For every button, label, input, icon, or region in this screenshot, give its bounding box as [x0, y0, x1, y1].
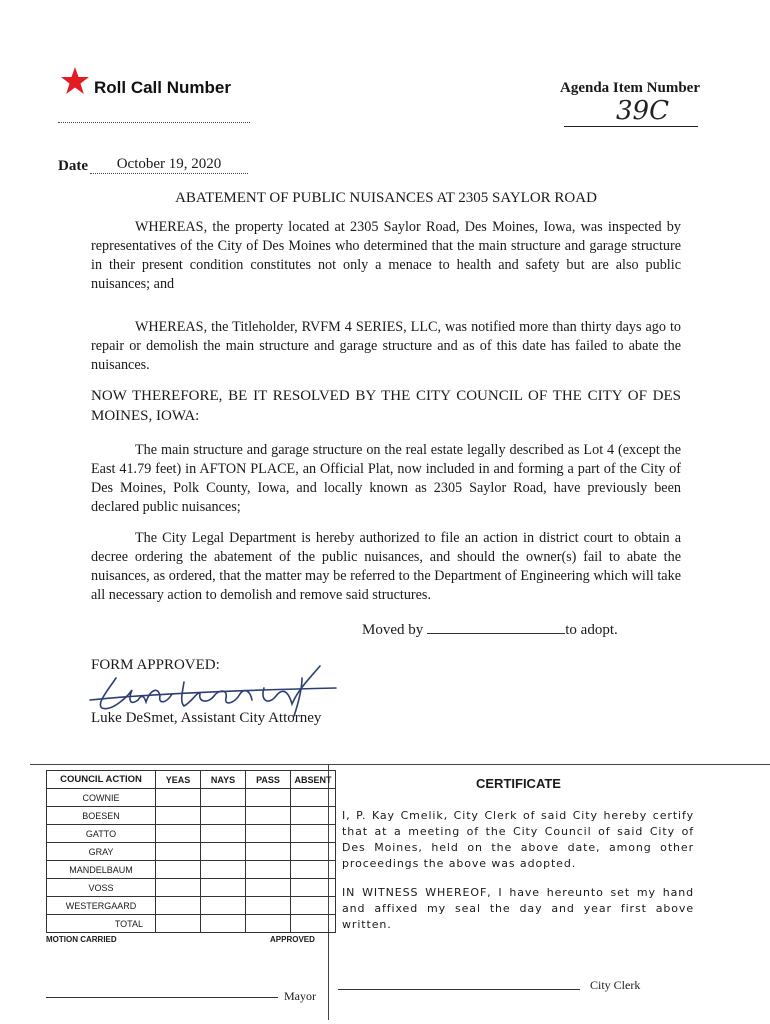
vote-cell — [246, 879, 291, 897]
member-name: VOSS — [47, 879, 156, 897]
vote-cell — [291, 843, 336, 861]
member-name: GRAY — [47, 843, 156, 861]
vote-cell — [156, 861, 201, 879]
table-row — [47, 861, 336, 879]
col-pass: PASS — [246, 771, 291, 789]
vote-cell — [156, 879, 201, 897]
document-title: ABATEMENT OF PUBLIC NUISANCES AT 2305 SAYLOR ROAD — [175, 190, 597, 206]
moved-by-line — [362, 620, 618, 639]
member-name: MANDELBAUM — [47, 861, 156, 879]
paragraph-legal-department — [91, 529, 681, 605]
clerk-signature-line — [338, 989, 580, 990]
col-nays: NAYS — [201, 771, 246, 789]
roll-call-line — [58, 122, 250, 123]
vote-cell — [156, 789, 201, 807]
attorney-name: Luke DeSmet, Assistant City Attorney — [91, 710, 322, 726]
moved-by-blank — [427, 620, 565, 634]
table-row — [47, 879, 336, 897]
vote-cell — [201, 879, 246, 897]
vote-cell — [201, 897, 246, 915]
star-icon — [60, 66, 90, 96]
vote-cell — [291, 789, 336, 807]
table-row — [47, 789, 336, 807]
vote-cell — [201, 807, 246, 825]
paragraph-text: WHEREAS, the property located at 2305 Saylor Road, Des Moines, Iowa, was inspected by representatives of the City of Des Moines who determined that the main structure and garage structure in their present condition constitutes not only a menace to health and safety but are also public nuisances; and — [91, 219, 681, 292]
vote-cell — [246, 789, 291, 807]
vote-cell — [201, 861, 246, 879]
certificate-title: CERTIFICATE — [476, 776, 561, 791]
vote-cell — [291, 825, 336, 843]
agenda-item-number: 39C — [616, 96, 669, 126]
vote-cell — [291, 807, 336, 825]
paragraph-text: WHEREAS, the Titleholder, RVFM 4 SERIES, LLC, was notified more than thirty days ago to repair or demolish the main structure and garage structure and as of this date has failed to abate the nuisances. — [91, 319, 681, 373]
table-row — [47, 897, 336, 915]
council-action-table — [46, 770, 336, 933]
vote-cell — [291, 897, 336, 915]
vote-cell — [246, 807, 291, 825]
approved-label: APPROVED — [270, 935, 315, 944]
table-row — [47, 807, 336, 825]
paragraph-whereas-inspection — [91, 218, 681, 294]
city-clerk-label: City Clerk — [590, 978, 641, 992]
moved-by-label: Moved by — [362, 622, 424, 638]
agenda-item-line — [564, 126, 698, 127]
vote-cell — [201, 843, 246, 861]
vote-cell — [156, 807, 201, 825]
vote-cell — [246, 915, 291, 933]
date-value: October 19, 2020 — [90, 156, 248, 174]
certificate-witness: IN WITNESS WHEREOF, I have hereunto set my hand and affixed my seal the day and year first above written. — [342, 886, 694, 931]
vote-cell — [156, 825, 201, 843]
paragraph-whereas-notified — [91, 318, 681, 375]
paragraph-text: The main structure and garage structure on the real estate legally described as Lot 4 (except the East 41.79 feet) in AFTON PLACE, an Official Plat, now included in and forming a part of the City of Des Moines, Polk County, Iowa, and locally known as 2305 Saylor Road, have previously been declared public nuisances; — [91, 442, 681, 515]
paragraph-resolved: NOW THEREFORE, BE IT RESOLVED BY THE CITY COUNCIL OF THE CITY OF DES MOINES, IOWA: — [91, 388, 681, 424]
roll-call-label: Roll Call Number — [94, 78, 231, 97]
vote-cell — [246, 861, 291, 879]
vote-cell — [156, 915, 201, 933]
date-label: Date — [58, 158, 88, 174]
col-absent: ABSENT — [291, 771, 336, 789]
vote-cell — [291, 861, 336, 879]
mayor-signature-line — [46, 997, 278, 998]
total-label: TOTAL — [47, 915, 156, 933]
council-table-header — [47, 771, 336, 789]
paragraph-text: The City Legal Department is hereby authorized to file an action in district court to obtain a decree ordering the abatement of the public nuisances, and should the owner(s) fail to abate the nuisances, as ordered, that the matter may be referred to the Department of Engineering which will take all necessary action to demolish and remove said structures. — [91, 530, 681, 603]
member-name: GATTO — [47, 825, 156, 843]
vote-cell — [246, 897, 291, 915]
agenda-item-label: Agenda Item Number — [560, 80, 700, 96]
paragraph-legal-description — [91, 441, 681, 517]
member-name: COWNIE — [47, 789, 156, 807]
vote-cell — [246, 825, 291, 843]
certificate-statement: I, P. Kay Cmelik, City Clerk of said City hereby certify that at a meeting of the City Council of said City of Des Moines, held on the above date, among other proceedings the above was adopted. — [342, 809, 694, 870]
mayor-label: Mayor — [284, 989, 316, 1003]
vote-cell — [201, 825, 246, 843]
vote-cell — [291, 915, 336, 933]
vote-cell — [201, 789, 246, 807]
to-adopt-label: to adopt. — [565, 622, 618, 638]
vote-cell — [156, 843, 201, 861]
member-name: WESTERGAARD — [47, 897, 156, 915]
table-row-total — [47, 915, 336, 933]
col-yeas: YEAS — [156, 771, 201, 789]
table-row — [47, 843, 336, 861]
vote-cell — [156, 897, 201, 915]
table-row — [47, 825, 336, 843]
motion-carried-label: MOTION CARRIED — [46, 935, 117, 944]
member-name: BOESEN — [47, 807, 156, 825]
vote-cell — [291, 879, 336, 897]
footer-divider — [30, 764, 770, 765]
form-approved-label: FORM APPROVED: — [91, 657, 220, 673]
col-council-action: COUNCIL ACTION — [47, 771, 156, 789]
vote-cell — [201, 915, 246, 933]
vote-cell — [246, 843, 291, 861]
